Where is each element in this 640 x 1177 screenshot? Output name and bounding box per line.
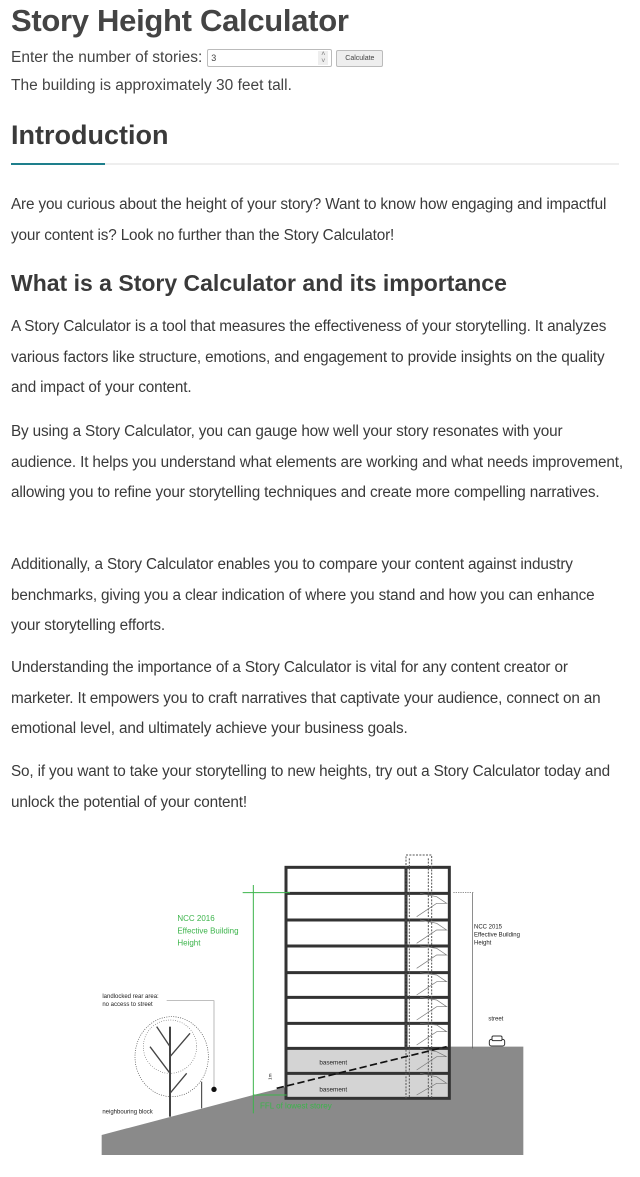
building-height-diagram [90,840,540,1160]
landlocked-label: landlocked rear area: [102,994,159,1000]
stories-label: Enter the number of stories: [11,49,203,66]
ncc2015-label: Effective Building [474,932,520,939]
page-title: Story Height Calculator [11,3,349,38]
calculate-button[interactable]: Calculate [336,50,383,67]
intro-heading: Introduction [11,120,169,150]
paragraph: By using a Story Calculator, you can gauge how well your story resonates with your audience. It helps you understand what elements are working and what needs improvement, allowing you to refine your storytelling techniques and create more compelling narratives. [11,423,623,501]
heading-divider [11,163,619,165]
ncc2015-label: Height [474,940,492,947]
paragraph: Additionally, a Story Calculator enables you to compare your content against industry benchmarks, giving you a clear indication of where you stand and how you can enhance your storytelling efforts. [11,556,595,634]
ncc2016-label: Height [177,938,201,948]
intro-paragraph: Are you curious about the height of your story? Want to know how engaging and impactful your content is? Look no further than the Story Calculator! [11,196,607,244]
street-label: street [488,1016,504,1023]
one-metre-label: 1m [267,1073,273,1080]
ncc2015-label: NCC 2015 [474,924,503,931]
ncc2016-label: Effective Building [177,926,239,936]
section-heading: What is a Story Calculator and its importance [11,270,507,296]
basement-label: basement [319,1086,348,1094]
ffl-label: FFL of lowest storey [260,1101,332,1111]
paragraph: So, if you want to take your storytelling to new heights, try out a Story Calculator today and unlock the potential of your content! [11,763,610,811]
neighbouring-label: neighbouring block [102,1109,153,1116]
basement-label: basement [319,1059,348,1067]
spinner-icon[interactable]: ˄ ˅ [318,51,328,65]
result-text: The building is approximately 30 feet tall. [11,77,292,94]
paragraph: Understanding the importance of a Story Calculator is vital for any content creator or marketer. It empowers you to craft narratives that captivate your audience, connect on an emotional level, and ultimately achieve your business goals. [11,659,601,737]
stories-input[interactable]: 3 ˄ ˅ [207,49,332,67]
ncc2016-label: NCC 2016 [177,914,215,923]
landlocked-label: no access to street [102,1002,153,1008]
car-icon [489,1036,504,1046]
paragraph: A Story Calculator is a tool that measures the effectiveness of your storytelling. It analyzes various factors like structure, emotions, and engagement to provide insights on the quality and impact of your content. [11,318,607,396]
tree-icon [135,1017,208,1117]
stories-form [11,49,383,67]
